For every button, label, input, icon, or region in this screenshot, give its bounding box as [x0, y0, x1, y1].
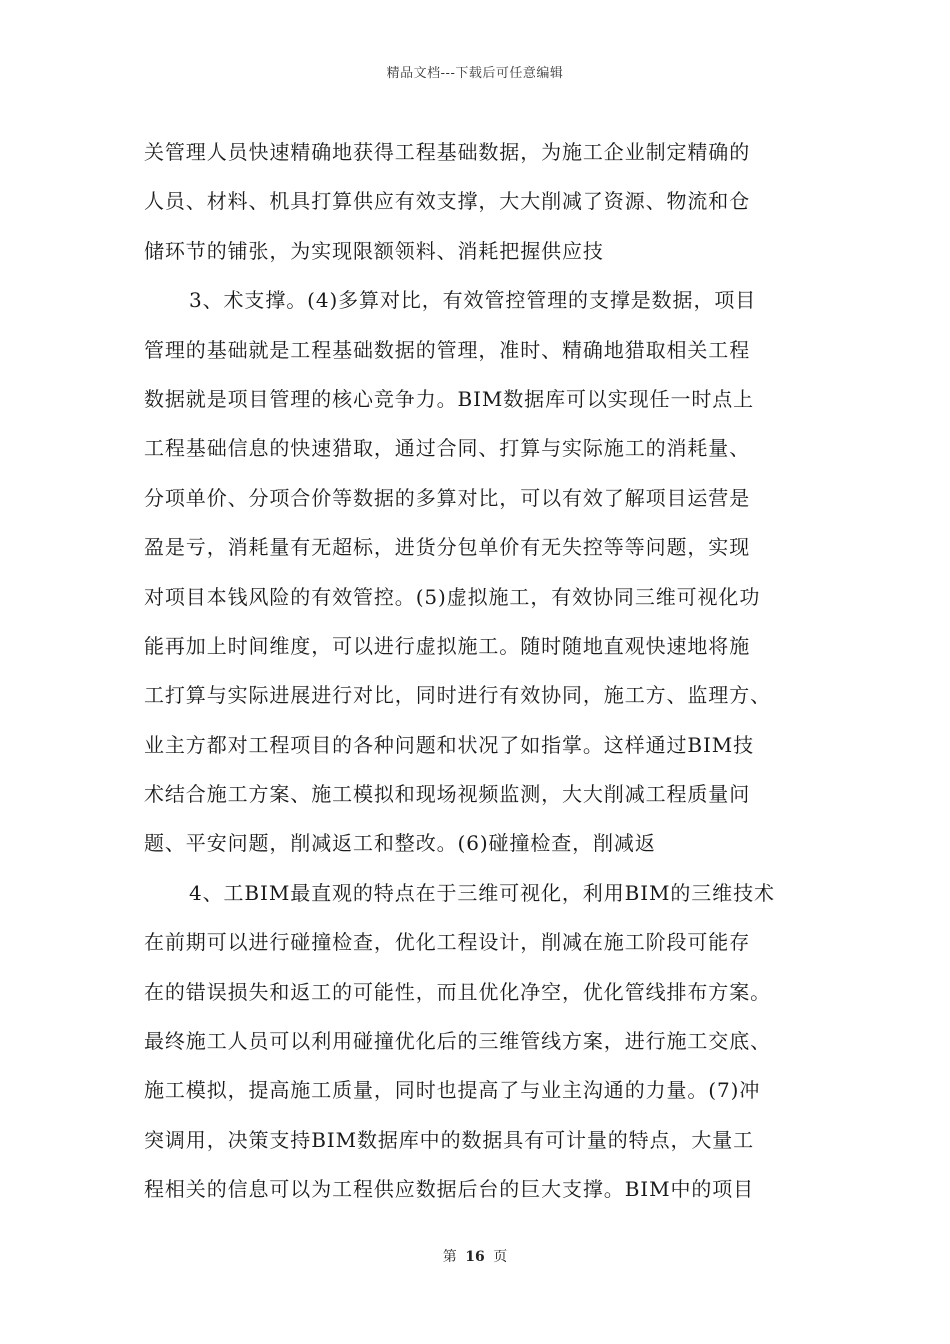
text-line: 突调用，决策支持BIM数据库中的数据具有可计量的特点，大量工	[144, 1127, 755, 1152]
page-header: 精品文档---下载后可任意编辑	[386, 66, 564, 81]
text-line: 在的错误损失和返工的可能性，而且优化净空，优化管线排布方案。	[144, 979, 771, 1004]
text-line: 最终施工人员可以利用碰撞优化后的三维管线方案，进行施工交底、	[144, 1029, 771, 1054]
text-line: 工程基础信息的快速猎取，通过合同、打算与实际施工的消耗量、	[144, 436, 751, 461]
text-line: 储环节的铺张，为实现限额领料、消耗把握供应技	[144, 238, 604, 263]
page-number: 16	[465, 1249, 485, 1265]
text-line: 业主方都对工程项目的各种问题和状况了如指掌。这样通过BIM技	[144, 732, 755, 757]
text-line: 对项目本钱风险的有效管控。(5)虚拟施工，有效协同三维可视化功	[144, 584, 761, 609]
text-line: 盈是亏，消耗量有无超标，进货分包单价有无失控等等问题，实现	[144, 535, 751, 560]
text-line: 能再加上时间维度，可以进行虚拟施工。随时随地直观快速地将施	[144, 633, 751, 658]
text-line: 人员、材料、机具打算供应有效支撑，大大削减了资源、物流和仓	[144, 189, 751, 214]
document-body	[144, 128, 809, 1215]
text-line: 术结合施工方案、施工模拟和现场视频监测，大大削减工程质量问	[144, 782, 751, 807]
text-line: 施工模拟，提高施工质量，同时也提高了与业主沟通的力量。(7)冲	[144, 1078, 761, 1103]
text-line: 程相关的信息可以为工程供应数据后台的巨大支撑。BIM中的项目	[144, 1177, 755, 1202]
text-line: 3、术支撑。(4)多算对比，有效管控管理的支撑是数据，项目	[189, 288, 757, 313]
text-line: 在前期可以进行碰撞检查，优化工程设计，削减在施工阶段可能存	[144, 930, 751, 955]
text-line: 题、平安问题，削减返工和整改。(6)碰撞检查，削减返	[144, 831, 656, 856]
footer-prefix: 第	[442, 1249, 457, 1265]
text-line: 数据就是项目管理的核心竞争力。BIM数据库可以实现任一时点上	[144, 386, 755, 411]
text-line: 分项单价、分项合价等数据的多算对比，可以有效了解项目运营是	[144, 485, 751, 510]
text-line: 管理的基础就是工程基础数据的管理，准时、精确地猎取相关工程	[144, 337, 751, 362]
text-line: 工打算与实际进展进行对比，同时进行有效协同，施工方、监理方、	[144, 683, 771, 708]
page-footer	[0, 1246, 950, 1266]
footer-suffix: 页	[493, 1249, 508, 1265]
text-line: 4、工BIM最直观的特点在于三维可视化，利用BIM的三维技术	[189, 880, 775, 905]
text-line: 关管理人员快速精确地获得工程基础数据，为施工企业制定精确的	[144, 140, 751, 164]
